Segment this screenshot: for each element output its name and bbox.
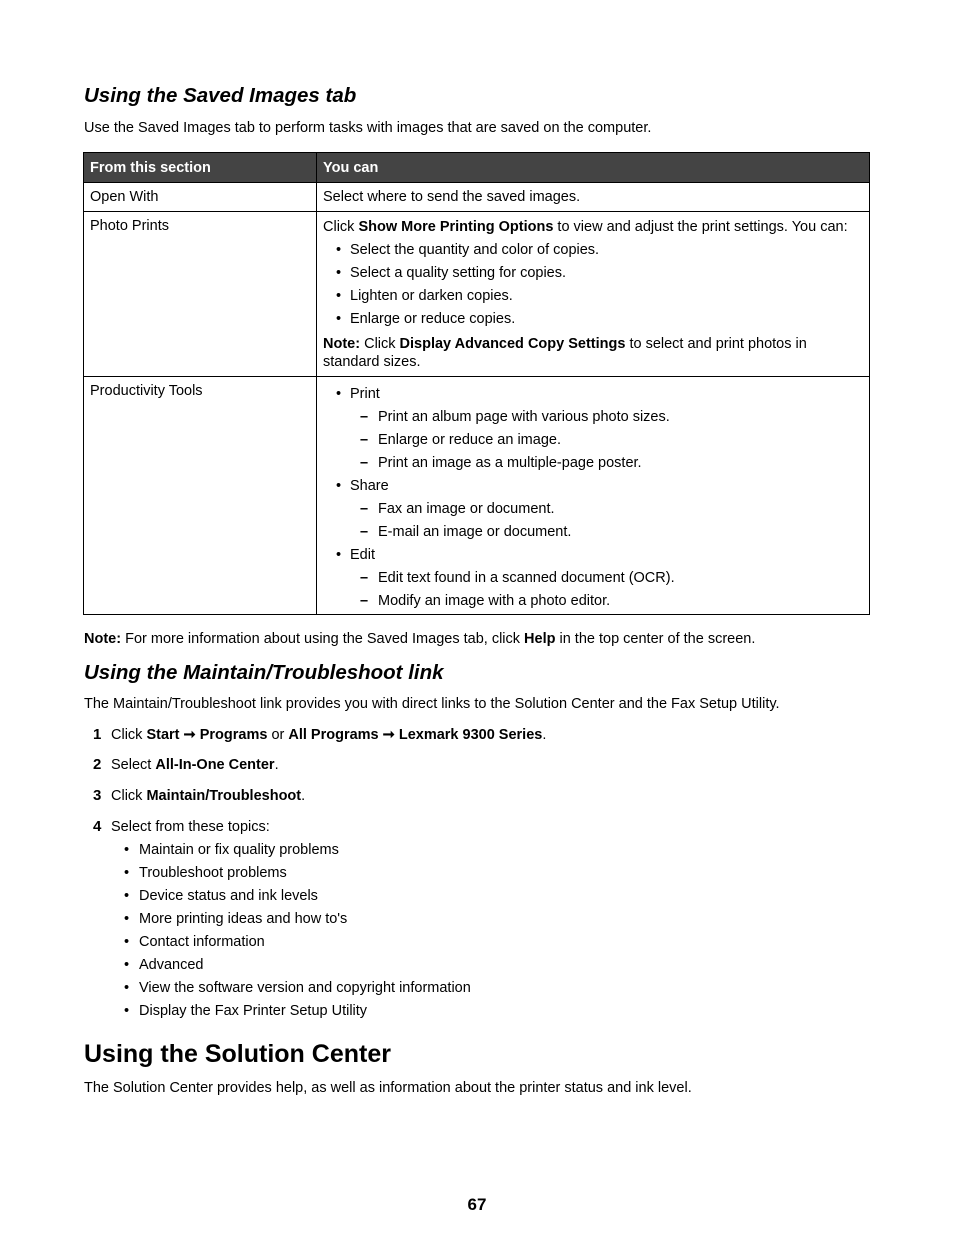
list-subitem: – Print an album page with various photo sizes.	[323, 408, 863, 431]
list-item: • Enlarge or reduce copies.	[323, 310, 863, 333]
section-heading-saved-images: Using the Saved Images tab	[84, 84, 357, 107]
list-item: • View the software version and copyright information	[139, 979, 471, 997]
list-item: • Device status and ink levels	[139, 887, 318, 905]
page-number: 67	[467, 1195, 487, 1214]
row-label-open-with: Open With	[84, 183, 317, 211]
section-intro-saved-images: Use the Saved Images tab to perform tasks with images that are saved on the computer.	[84, 120, 652, 136]
section-heading-maintain-troubleshoot: Using the Maintain/Troubleshoot link	[84, 661, 444, 684]
saved-images-table	[83, 152, 870, 615]
arrow-right-icon: ➞	[183, 727, 196, 743]
step-2: 2 Select All-In-One Center.	[93, 756, 279, 773]
list-subitem: – E-mail an image or document.	[323, 523, 863, 546]
list-item: • More printing ideas and how to's	[139, 910, 347, 928]
photo-prints-note: Note: Click Display Advanced Copy Settings to select and print photos in standard sizes.	[323, 336, 807, 370]
list-subitem: – Edit text found in a scanned document (OCR).	[323, 569, 863, 592]
list-subitem: – Fax an image or document.	[323, 500, 863, 523]
section-intro-solution-center: The Solution Center provides help, as well as information about the printer status and ink level.	[84, 1080, 692, 1096]
table-row	[84, 182, 869, 211]
list-subitem: – Modify an image with a photo editor.	[323, 592, 863, 615]
row-content-productivity-tools	[317, 377, 869, 614]
list-item: • Troubleshoot problems	[139, 864, 287, 882]
step-1: 1 Click Start ➞ Programs or All Programs ➞ Lexmark 9300 Series.	[93, 726, 547, 743]
photo-prints-intro: Click Show More Printing Options to view and adjust the print settings. You can:	[323, 219, 848, 235]
step-4: 4 Select from these topics:	[93, 818, 270, 835]
section-heading-solution-center: Using the Solution Center	[84, 1040, 391, 1068]
list-item: • Contact information	[139, 933, 265, 951]
list-item: • Select a quality setting for copies.	[323, 264, 863, 287]
section-intro-maintain-troubleshoot: The Maintain/Troubleshoot link provides you with direct links to the Solution Center and the Fax Setup Utility.	[84, 696, 780, 712]
list-item: • Edit	[323, 546, 863, 569]
list-item: • Lighten or darken copies.	[323, 287, 863, 310]
table-row	[84, 376, 869, 614]
list-item: • Share	[323, 477, 863, 500]
row-text-open-with: Select where to send the saved images.	[323, 189, 581, 205]
row-content-photo-prints	[317, 212, 869, 376]
list-item: • Advanced	[139, 956, 204, 974]
row-label-photo-prints: Photo Prints	[84, 212, 317, 376]
arrow-right-icon: ➞	[382, 727, 395, 743]
table-header-you-can: You can	[323, 160, 379, 176]
row-label-productivity-tools: Productivity Tools	[84, 377, 317, 614]
table-header-section: From this section	[84, 153, 317, 182]
list-item: • Maintain or fix quality problems	[139, 841, 339, 859]
list-subitem: – Enlarge or reduce an image.	[323, 431, 863, 454]
saved-images-note: Note: For more information about using the Saved Images tab, click Help in the top center of the screen.	[84, 631, 756, 647]
table-header-row	[84, 153, 869, 182]
list-item: • Select the quantity and color of copies.	[323, 241, 863, 264]
step-3: 3 Click Maintain/Troubleshoot.	[93, 787, 306, 804]
table-row	[84, 211, 869, 376]
list-item: • Print	[323, 385, 863, 408]
list-subitem: – Print an image as a multiple-page poster.	[323, 454, 863, 477]
list-item: • Display the Fax Printer Setup Utility	[139, 1002, 367, 1020]
